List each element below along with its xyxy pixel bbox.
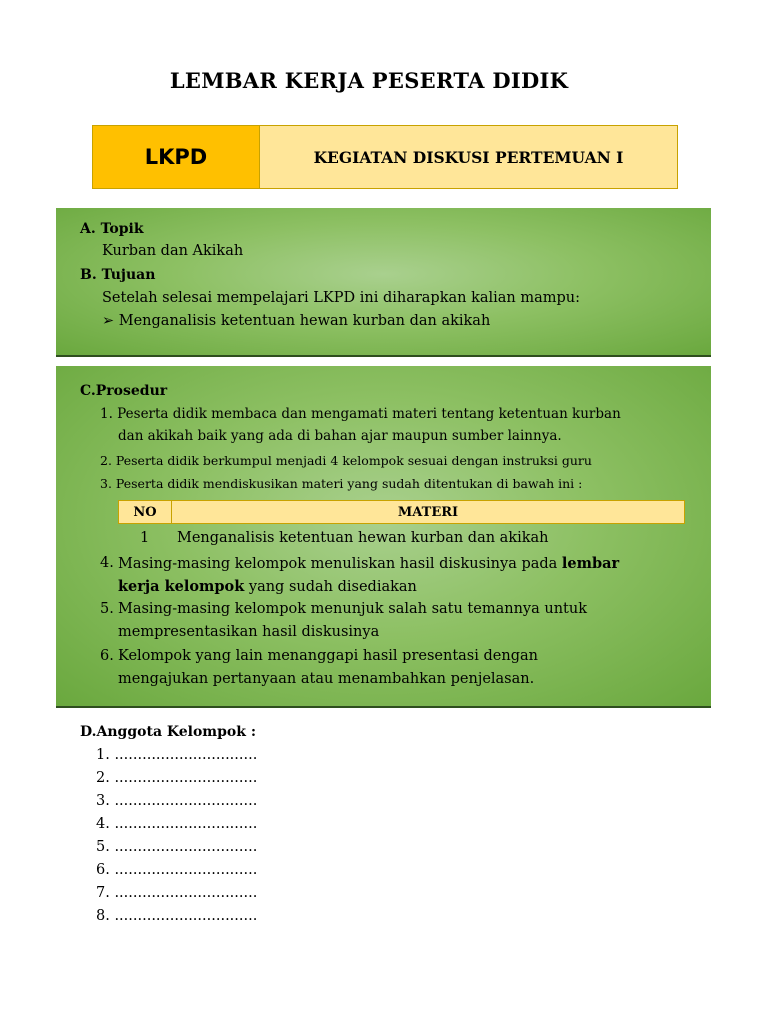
member-line: 7. ............................... — [96, 885, 258, 901]
section-b-text: Setelah selesai mempelajari LKPD ini diharapkan kalian mampu: — [102, 290, 581, 306]
section-b-label: B. Tujuan — [80, 267, 156, 283]
lkpd-header-table — [92, 125, 678, 189]
member-line: 2. ............................... — [96, 770, 258, 786]
member-line: 4. ............................... — [96, 816, 258, 832]
section-b-bullet: ➢ Menganalisis ketentuan hewan kurban dan akikah — [102, 313, 491, 329]
step-6-number: 6. — [100, 648, 114, 664]
member-line: 8. ............................... — [96, 908, 258, 924]
kegiatan-title: KEGIATAN DISKUSI PERTEMUAN I — [260, 126, 677, 188]
page-title: LEMBAR KERJA PESERTA DIDIK — [169, 68, 569, 93]
section-a-label: A. Topik — [80, 221, 144, 237]
step-4-pre: Masing-masing kelompok menuliskan hasil diskusinya pada — [118, 556, 562, 572]
step-4-line-2 — [118, 578, 417, 595]
member-line: 5. ............................... — [96, 839, 258, 855]
table-header-no: NO — [119, 501, 172, 523]
step-1-line-2: dan akikah baik yang ada di bahan ajar maupun sumber lainnya. — [118, 428, 562, 444]
step-4-bold-1: lembar — [561, 555, 620, 572]
step-3: 3. Peserta didik mendiskusikan materi yang sudah ditentukan di bawah ini : — [100, 476, 583, 491]
step-4-post: yang sudah disediakan — [244, 579, 417, 595]
step-4-bold-2: kerja kelompok — [118, 578, 245, 595]
section-a-text: Kurban dan Akikah — [102, 243, 244, 259]
member-line: 1. ............................... — [96, 747, 258, 763]
section-c-label: C.Prosedur — [80, 383, 168, 399]
step-4-line-1 — [118, 555, 619, 572]
table-row-no: 1 — [140, 530, 150, 546]
member-line: 3. ............................... — [96, 793, 258, 809]
section-d-label: D.Anggota Kelompok : — [80, 724, 256, 740]
step-5-line-1: Masing-masing kelompok menunjuk salah satu temannya untuk — [118, 601, 587, 617]
lkpd-label: LKPD — [93, 126, 260, 188]
step-1-line-1: 1. Peserta didik membaca dan mengamati materi tentang ketentuan kurban — [100, 406, 621, 422]
member-line: 6. ............................... — [96, 862, 258, 878]
step-6-line-1: Kelompok yang lain menanggapi hasil presentasi dengan — [118, 648, 538, 664]
step-4-number: 4. — [100, 555, 114, 571]
table-row-materi: Menganalisis ketentuan hewan kurban dan akikah — [177, 530, 549, 546]
table-header-materi: MATERI — [397, 504, 459, 520]
materi-table-header — [118, 500, 685, 524]
step-5-line-2: mempresentasikan hasil diskusinya — [118, 624, 380, 640]
step-6-line-2: mengajukan pertanyaan atau menambahkan penjelasan. — [118, 671, 535, 687]
step-2: 2. Peserta didik berkumpul menjadi 4 kelompok sesuai dengan instruksi guru — [100, 453, 592, 468]
step-5-number: 5. — [100, 601, 114, 617]
